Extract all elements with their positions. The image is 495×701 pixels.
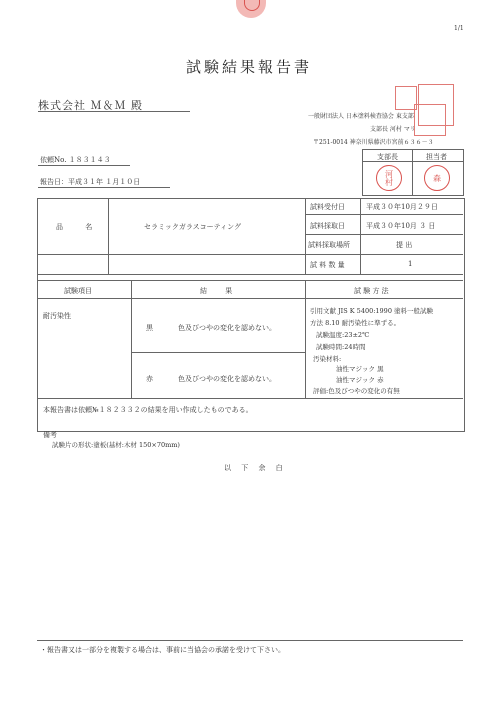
header-rule-top [37,280,463,281]
approval-divider [412,150,413,195]
received-label: 試料受付日 [310,203,345,211]
request-underline [38,165,130,166]
result-col-divider-left [131,280,132,398]
method-line-4: 試験時間:24時間 [316,343,366,351]
sample-col-divider-3 [360,198,361,274]
page-title: 試験結果報告書 [186,58,313,76]
report-date: 報告日：平成３１年 １月１０日 [40,178,141,186]
test-rows-bottom [37,398,463,399]
header-rule-bottom [37,298,463,299]
sample-col-divider-2 [305,198,306,274]
row-rule-4 [37,274,463,275]
report-date-underline [38,187,170,188]
method-line-6: 油性マジック 黒 [336,365,384,373]
page-number: 1/1 [454,25,464,32]
end-mark: 以 下 余 白 [224,464,287,472]
issuer-address: 〒251-0014 神奈川県藤沢市宮前６３６－３ [313,139,434,146]
remarks-title: 備考 [43,431,57,439]
sample-name-value: セラミックガラスコーティング [144,223,241,231]
issuer-branch-chief: 支部長 河村 マリ [370,126,416,133]
approval-staff-label: 担当者 [426,153,447,161]
collected-place-label: 試料採取場所 [308,241,350,249]
chief-seal: 河村 [376,165,402,191]
remarks-body: 試験片の形状:塗板(基材:木材 150×70mm) [52,441,180,449]
row-rule-3 [37,254,463,255]
branch-stamp [414,104,446,136]
collected-value: 平成３０年10月 ３ 日 [366,222,436,230]
footer-note: ・報告書又は一部分を複製する場合は、事前に当協会の承諾を受けて下さい。 [40,646,285,654]
footer-rule [37,640,463,641]
approval-chief-label: 支部長 [377,153,398,161]
method-line-3: 試験温度:23±2℃ [316,331,370,339]
method-line-5: 汚染材料: [313,355,342,363]
quantity-label: 試 料 数 量 [310,261,345,269]
addressee: 株式会社 Ｍ＆Ｍ 殿 [38,99,143,112]
received-value: 平成３０年10月２９日 [366,203,438,211]
method-line-2: 方法 8.10 耐汚染性に準ずる。 [310,319,401,327]
sample-name-label: 品 名 [56,223,103,231]
row-rule-2 [305,234,463,235]
method-line-1: 引用文献 JIS K 5400:1990 塗料一般試験 [310,307,434,315]
row-rule-1 [305,214,463,215]
test-row-red-color: 赤 [146,375,153,383]
collected-label: 試料採取日 [310,222,345,230]
header-method: 試 験 方 法 [354,287,389,295]
note-main: 本報告書は依頼№１８２３３２の結果を用い作成したものである。 [43,406,253,414]
issuer-org: 一般財団法人 日本塗料検査協会 東支部 [308,113,414,120]
test-row-black-result: 色及びつやの変化を認めない。 [178,324,276,332]
method-col-divider [305,280,306,398]
method-line-7: 油性マジック 赤 [336,376,384,384]
addressee-underline [38,111,190,112]
quantity-value: 1 [408,260,413,268]
request-number: 依頼No. １８３１４３ [40,156,111,164]
test-row-red-result: 色及びつやの変化を認めない。 [178,375,276,383]
method-line-8: 評価:色及びつやの変化の有無 [313,387,400,395]
test-row-black-color: 黒 [146,324,153,332]
staff-seal: 森 [424,165,450,191]
sample-col-divider-1 [108,198,109,274]
collected-place-value: 提 出 [396,241,413,249]
test-row-divider [131,352,305,353]
test-item: 耐汚染性 [43,312,71,320]
header-result: 結 果 [200,287,241,295]
header-item: 試験項目 [64,287,92,295]
